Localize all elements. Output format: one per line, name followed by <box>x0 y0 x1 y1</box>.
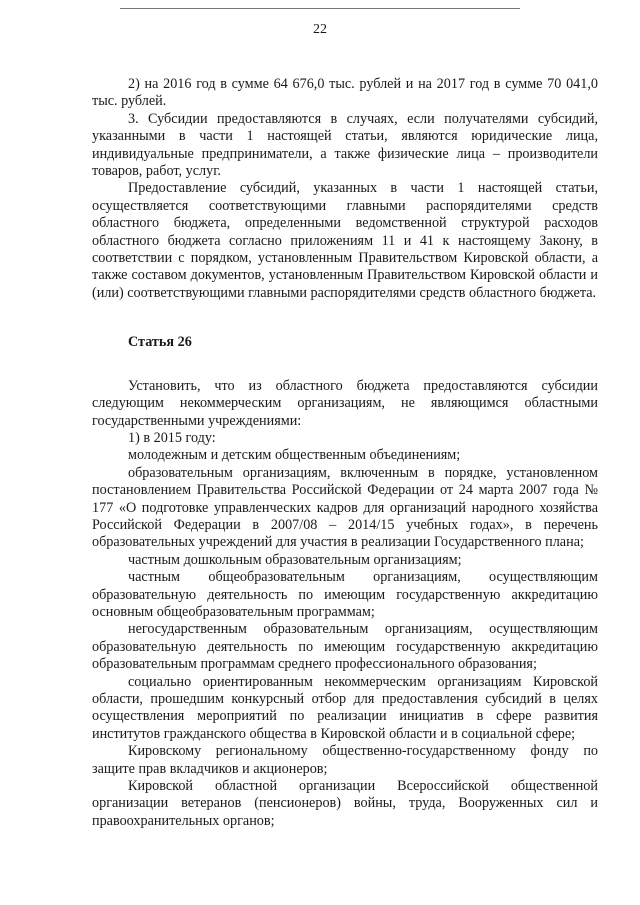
article-item-2015: 1) в 2015 году: <box>128 429 216 446</box>
list-item: молодежным и детским общественным объединениям; <box>128 447 461 464</box>
article-heading: Статья 26 <box>128 334 192 351</box>
document-body <box>92 76 598 830</box>
paragraph-subsidy-recipients: 3. Субсидии предоставляются в случаях, если получателями субсидий, указанными в части 1 настоящей статьи, являются юридические лица, индивидуальные предприниматели, а также физические лица – производители товаров, работ, услуг. <box>92 110 598 180</box>
paragraph-amount-2016-2017: 2) на 2016 год в сумме 64 676,0 тыс. рублей и на 2017 год в сумме 70 041,0 тыс. рублей. <box>92 76 598 110</box>
list-item: частным общеобразовательным организациям, осуществляющим образовательную деятельность по имеющим государственную аккредитацию основным общеобразовательным программам; <box>92 569 598 620</box>
list-item: Кировской областной организации Всероссийской общественной организации ветеранов (пенсионеров) войны, труда, Вооруженных сил и правоохранительных органов; <box>92 778 598 829</box>
list-item: негосударственным образовательным организациям, осуществляющим образовательную деятельность по имеющим государственную аккредитацию образовательным программам среднего профессионального образования; <box>92 621 598 673</box>
article-intro: Установить, что из областного бюджета предоставляются субсидии следующим некоммерческим организациям, не являющимся областными государственными учреждениями: <box>92 377 598 429</box>
list-item: Кировскому региональному общественно-государственному фонду по защите прав вкладчиков и акционеров; <box>92 743 598 777</box>
list-item: образовательным организациям, включенным в порядке, установленном постановлением Правительства Российской Федерации от 24 марта 2007 года № 177 «О подготовке управленческих кадров для организаций народного хозяйства Российской Федерации в 2007/08 – 2014/15 учебных годах», в перечень образовательных учреждений для участия в реализации Государственного плана; <box>92 464 598 551</box>
top-rule <box>120 8 520 9</box>
page-number: 22 <box>313 22 327 37</box>
list-item: социально ориентированным некоммерческим организациям Кировской области, прошедшим конкурсный отбор для предоставления субсидий в целях осуществления мероприятий по реализации инициатив в сфере развития институтов гражданского общества в Кировской области и в социальной сфере; <box>92 673 598 742</box>
paragraph-subsidy-procedure: Предоставление субсидий, указанных в части 1 настоящей статьи, осуществляется соответствующими главными распорядителями средств областного бюджета, определенными ведомственной структурой расходов областного бюджета согласно приложениям 11 и 41 к настоящему Закону, в соответствии с порядком, установленным Правительством Кировской области, а также составом документов, установленным Правительством Кировской области и (или) соответствующими главными распорядителями средств областного бюджета. <box>92 180 598 301</box>
list-item: частным дошкольным образовательным организациям; <box>128 551 462 568</box>
